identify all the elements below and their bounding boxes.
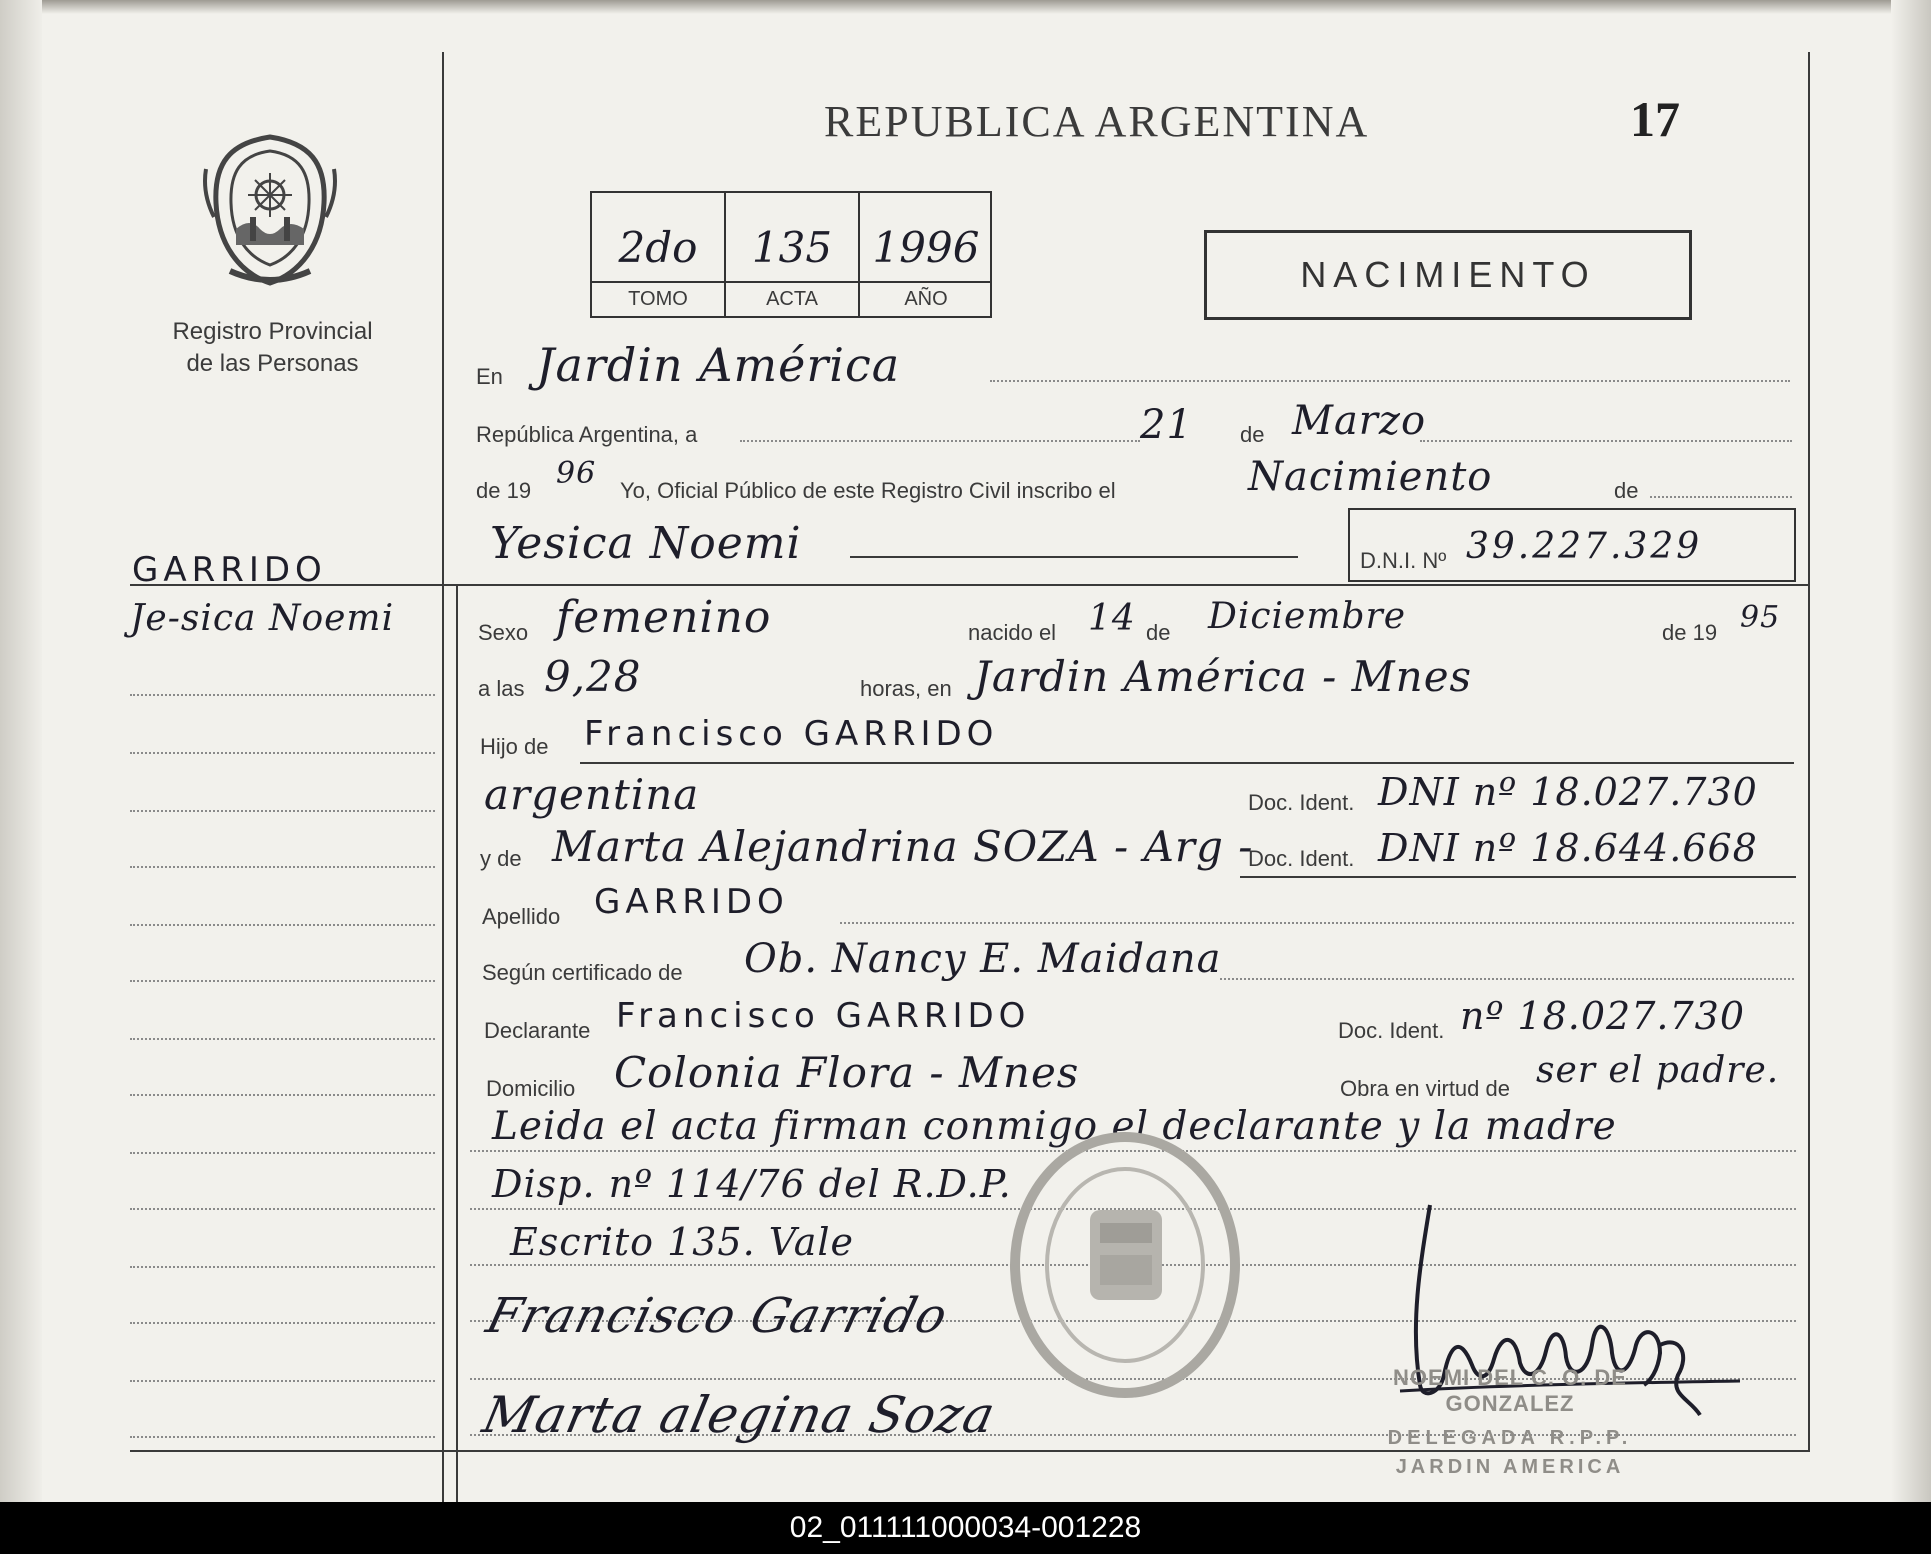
registry-stamp-icon [1000,1115,1250,1405]
obra-value: ser el padre. [1536,1050,1780,1091]
section-divider-line [130,584,1810,586]
note-line-2: Disp. nº 114/76 del R.D.P. [492,1162,1012,1206]
acta-label: ACTA [726,281,858,318]
republica-dotted-line [740,440,1140,442]
en-value: Jardin América [536,338,901,392]
official-stamp-role: DELEGADA R.P.P. [1387,1427,1633,1449]
mother-doc-label: Doc. Ident. [1248,846,1355,871]
father-doc-label: Doc. Ident. [1248,790,1355,815]
nacido-label: nacido el [968,620,1057,645]
margin-dotted-line [130,1094,435,1096]
form-right-border [1808,52,1810,1450]
declarante-doc-value: nº 18.027.730 [1460,994,1745,1038]
mother-name-value: Marta Alejandrina SOZA - Arg - [552,822,1254,871]
page-binding-shadow [0,0,42,1502]
margin-dotted-line [130,694,435,696]
margin-divider-line [442,52,444,1502]
inscribo-value: Nacimiento [1248,454,1493,500]
apellido-label: Apellido [482,904,561,929]
birth-month-value: Diciembre [1208,596,1407,637]
margin-dotted-line [130,980,435,982]
domicilio-label: Domicilio [486,1076,576,1101]
margin-dotted-line [130,1266,435,1268]
day-value: 21 [1140,402,1193,448]
en-label: En [476,364,503,389]
official-stamp [1330,1365,1690,1479]
registry-name-line1: Registro Provincial [172,318,373,345]
segun-label: Según certificado de [482,960,683,985]
margin-dotted-line [130,1208,435,1210]
hour-value: 9,28 [544,652,642,701]
alas-label: a las [478,676,525,701]
inscribo-dotted-line [1650,496,1792,498]
page-number: 17 [1630,91,1680,147]
registry-name [140,316,405,380]
name-value: Yesica Noemi [490,518,802,569]
apellido-value: GARRIDO [594,882,789,922]
caption-bar [0,1502,1931,1554]
margin-dotted-line [130,924,435,926]
note-line-3: Escrito 135. Vale [510,1220,855,1264]
mother-underline [1240,876,1796,878]
father-underline [580,762,1794,764]
month-dotted-line [1420,440,1792,442]
page-top-edge [0,0,1931,14]
birth-year-label: de 19 [1662,620,1718,645]
apellido-dotted-line [840,922,1794,924]
margin-dotted-line [130,1038,435,1040]
declarante-doc-label: Doc. Ident. [1338,1018,1445,1043]
registry-name-line2: de las Personas [186,350,359,377]
note-line-1: Leida el acta firman conmigo el declarante y la madre [492,1104,1617,1149]
name-underline [850,556,1298,558]
acta-cell [726,193,858,316]
month-de-label: de [1240,422,1265,447]
ano-cell [860,193,992,316]
margin-dotted-line [130,1380,435,1382]
birth-day-value: 14 [1088,598,1136,639]
acta-value: 135 [751,223,833,272]
republica-label: República Argentina, a [476,422,698,447]
declarant-signature: Francisco Garrido [481,1288,954,1344]
sexo-label: Sexo [478,620,529,645]
margin-dotted-line [130,1436,435,1438]
en-dotted-line [990,380,1790,382]
declarante-label: Declarante [484,1018,591,1043]
image-caption: 02_011111000034-001228 [789,1511,1142,1544]
horas-label: horas, en [860,676,952,701]
ano-label: AÑO [860,281,992,318]
reference-box [590,191,992,318]
year-value: 96 [556,456,597,491]
official-stamp-place: JARDIN AMERICA [1395,1456,1625,1478]
father-doc-value: DNI nº 18.027.730 [1378,770,1758,814]
inscribo-label: Yo, Oficial Público de este Registro Civil inscribo el [620,478,1116,503]
mother-signature: Marta alegina Soza [477,1386,1001,1444]
document-title: REPUBLICA ARGENTINA [824,97,1370,146]
tomo-cell [592,193,724,316]
dni-label: D.N.I. Nº [1360,548,1447,573]
domicilio-value: Colonia Flora - Mnes [614,1048,1080,1097]
margin-surname: GARRIDO [132,550,327,590]
certificado-value: Ob. Nancy E. Maidana [744,936,1222,982]
official-stamp-name: NOEMI DEL C. O. DE GONZALEZ [1393,1365,1627,1416]
certificado-dotted-line [1220,978,1794,980]
tomo-value: 2do [618,223,698,272]
ano-value: 1996 [872,223,980,272]
margin-given-names: Je-sica Noemi [130,598,395,639]
act-type-box: NACIMIENTO [1204,230,1692,320]
month-value: Marzo [1292,398,1427,444]
birth-de-label: de [1146,620,1171,645]
margin-dotted-line [130,1322,435,1324]
father-nationality-value: argentina [484,770,700,819]
obra-label: Obra en virtud de [1340,1076,1510,1101]
form-divider-line [456,586,458,1502]
mother-label: y de [480,846,522,871]
birth-year-value: 95 [1740,600,1781,635]
margin-dotted-line [130,1152,435,1154]
margin-dotted-line [130,866,435,868]
declarante-value: Francisco GARRIDO [616,996,1031,1036]
year-prefix-label: de 19 [476,478,532,503]
tomo-label: TOMO [592,281,724,318]
de-end-label: de [1614,478,1639,503]
sexo-value: femenino [556,592,772,643]
hijo-label: Hijo de [480,734,549,759]
birth-place-value: Jardin América - Mnes [974,652,1473,701]
mother-doc-value: DNI nº 18.644.668 [1378,826,1758,870]
dni-value: 39.227.329 [1466,526,1703,567]
margin-dotted-line [130,810,435,812]
page-right-edge [1891,0,1931,1502]
misiones-seal-icon [200,133,340,289]
father-name-value: Francisco GARRIDO [584,714,999,754]
margin-dotted-line [130,752,435,754]
